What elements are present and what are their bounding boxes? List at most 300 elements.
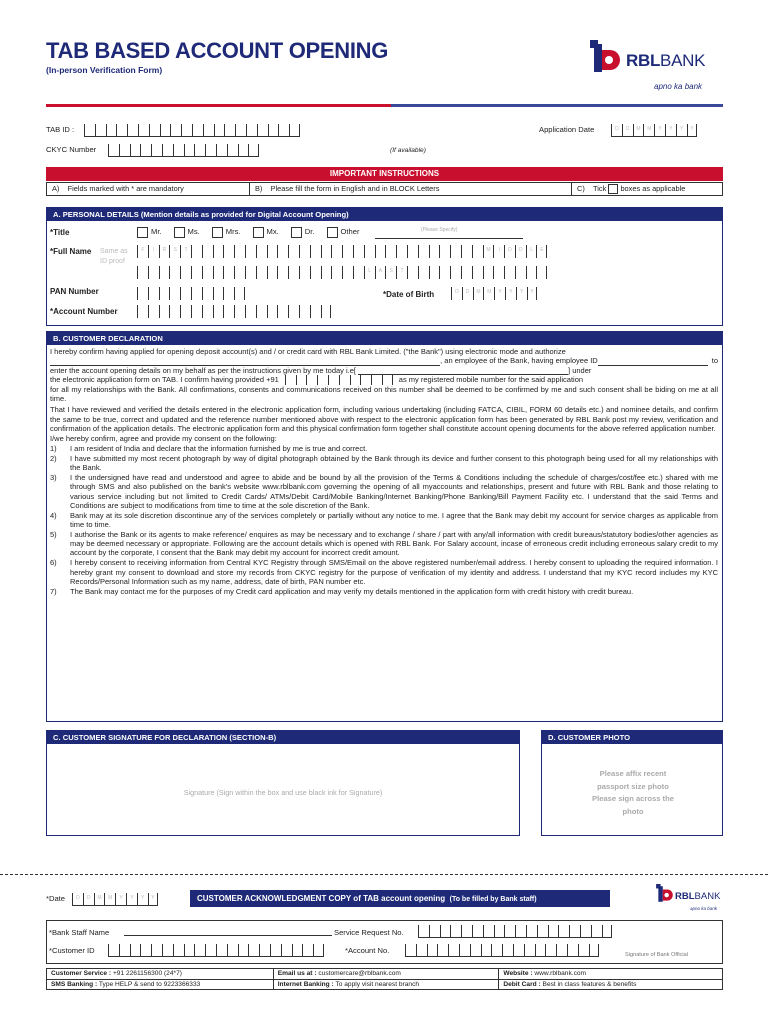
ack-logo-text: RBLBANK (675, 891, 721, 902)
char-cell (461, 925, 472, 938)
char-cell (277, 245, 288, 258)
char-cell (223, 245, 234, 258)
char-cell (299, 245, 310, 258)
char-cell (288, 305, 299, 318)
char-cell (140, 944, 151, 957)
char-cell (310, 266, 321, 279)
char-cell (437, 944, 448, 957)
char-cell (170, 124, 181, 137)
char-cell (151, 944, 162, 957)
char-cell (184, 944, 195, 957)
char-cell (364, 245, 375, 258)
sample-checkbox (608, 184, 618, 194)
ack-date-label: *Date (46, 894, 65, 903)
char-cell (278, 124, 289, 137)
declaration-item-text: I am resident of India and declare that the information furnished by me is true and correct. (70, 444, 368, 454)
title-option-mx[interactable] (253, 227, 279, 238)
title-checkbox[interactable] (137, 227, 148, 238)
char-cell (104, 893, 115, 906)
cell-placeholder: E (540, 247, 544, 253)
char-cell (270, 944, 281, 957)
employee-name-input[interactable] (50, 358, 440, 366)
char-cell (429, 245, 440, 258)
char-cell (159, 305, 170, 318)
char-cell (472, 925, 483, 938)
first-name-input[interactable] (137, 245, 547, 258)
application-date-input[interactable] (611, 124, 697, 137)
service-request-label: Service Request No. (334, 928, 404, 937)
staff-name-input[interactable] (124, 927, 332, 936)
declaration-item (50, 530, 718, 558)
char-cell (302, 944, 313, 957)
service-request-input[interactable] (418, 925, 612, 938)
title-option-label: Mr. (151, 227, 162, 237)
footer-key: Email us at : (277, 970, 317, 977)
rbl-logo-icon (590, 40, 622, 76)
char-cell (285, 375, 296, 385)
char-cell (159, 287, 170, 300)
char-cell (306, 375, 317, 385)
char-cell (527, 287, 538, 300)
instructions-header: IMPORTANT INSTRUCTIONS (46, 167, 723, 181)
char-cell (371, 375, 382, 385)
title-checkbox[interactable] (291, 227, 302, 238)
char-cell (148, 266, 159, 279)
char-cell (299, 305, 310, 318)
char-cell (439, 245, 450, 258)
char-cell (556, 944, 567, 957)
char-cell (418, 245, 429, 258)
footer-key: Website : (503, 970, 533, 977)
cell-placeholder: Y (151, 895, 155, 901)
char-cell (95, 124, 106, 137)
declaration-item-text: I authorise the Bank or its agents to make reference/ enquires as may be necessary and to exchange / share / part with any/all information with credit bureaus/statutory bodies/other agencies as may be deemed necessary or appropriate. Following are the account details which is opened with RBL Bank. For Salary account, incase of erroneous credit including erroneous salary credit to my account by the corporate, I consent that the Bank may debit my account for incorrect credit amount. (70, 529, 718, 558)
customer-id-label: *Customer ID (49, 946, 95, 955)
declaration-item (50, 454, 718, 473)
char-cell (494, 287, 505, 300)
cell-placeholder: S (173, 247, 177, 253)
char-cell (450, 245, 461, 258)
char-cell (339, 375, 350, 385)
char-cell (416, 944, 427, 957)
char-cell (234, 287, 245, 300)
declaration-item (50, 473, 718, 510)
char-cell (461, 245, 472, 258)
char-cell (429, 266, 440, 279)
footer-cell (47, 979, 274, 990)
title-checkbox[interactable] (212, 227, 223, 238)
tab-id-input[interactable] (84, 124, 300, 137)
char-cell (396, 266, 407, 279)
cell-placeholder: D (625, 126, 630, 132)
staff-name-label: *Bank Staff Name (49, 928, 110, 937)
char-cell (160, 124, 171, 137)
char-cell (591, 925, 602, 938)
cell-placeholder: M (108, 895, 113, 901)
char-cell (184, 144, 195, 157)
char-cell (643, 124, 654, 137)
footer-value: Type HELP & send to 9223366333 (97, 980, 201, 988)
title-options (137, 227, 360, 238)
char-cell (515, 266, 526, 279)
char-cell (238, 144, 249, 157)
char-cell (331, 266, 342, 279)
char-cell (342, 266, 353, 279)
char-cell (321, 245, 332, 258)
footer-key: Internet Banking : (277, 980, 334, 988)
char-cell (224, 124, 235, 137)
declaration-item (50, 444, 718, 453)
pan-label: PAN Number (50, 287, 99, 296)
char-cell (462, 287, 473, 300)
declaration-item-number: 7) (50, 586, 57, 596)
char-cell (526, 266, 537, 279)
char-cell (633, 124, 644, 137)
char-cell (213, 305, 224, 318)
cell-placeholder: T (184, 247, 188, 253)
cell-placeholder: D (465, 289, 470, 295)
signature-area[interactable]: Signature (Sign within the box and use black ink for Signature) (183, 788, 383, 797)
cell-placeholder: Y (520, 289, 524, 295)
char-cell (516, 287, 527, 300)
char-cell (405, 944, 416, 957)
char-cell (545, 944, 556, 957)
char-cell (191, 266, 202, 279)
char-cell (558, 925, 569, 938)
char-cell (169, 287, 180, 300)
ckyc-input[interactable] (108, 144, 259, 157)
char-cell (130, 144, 141, 157)
footer-key: Customer Service : (51, 970, 112, 977)
char-cell (310, 305, 321, 318)
char-cell (313, 944, 324, 957)
section-a-header: A. PERSONAL DETAILS (Mention details as provided for Digital Account Opening) (47, 208, 722, 221)
char-cell (277, 266, 288, 279)
char-cell (148, 893, 159, 906)
char-cell (331, 245, 342, 258)
declaration-item-number: 1) (50, 444, 57, 454)
section-d-header: D. CUSTOMER PHOTO (542, 731, 722, 744)
char-cell (202, 287, 213, 300)
footer-cell (273, 979, 499, 990)
header-divider-red (46, 104, 391, 107)
char-cell (246, 124, 257, 137)
char-cell (108, 144, 119, 157)
cell-placeholder: R (162, 247, 167, 253)
char-cell (245, 245, 256, 258)
section-c-header: C. CUSTOMER SIGNATURE FOR DECLARATION (SECTION-B) (47, 731, 519, 744)
ack-date-input[interactable] (72, 893, 158, 906)
title-checkbox[interactable] (327, 227, 338, 238)
header-divider-blue (391, 104, 723, 107)
char-cell (537, 925, 548, 938)
bank-official-signature-label: Signature of Bank Official (625, 952, 689, 958)
instruction-c: Tick boxes as applicable (593, 183, 686, 193)
char-cell (116, 124, 127, 137)
char-cell (536, 266, 547, 279)
footer-contact-table (46, 968, 723, 990)
instruction-b-marker: B) (255, 184, 263, 193)
char-cell (216, 944, 227, 957)
char-cell (227, 944, 238, 957)
char-cell (268, 124, 279, 137)
char-cell (288, 245, 299, 258)
title-label: *Title (50, 228, 70, 237)
char-cell (364, 266, 375, 279)
char-cell (396, 245, 407, 258)
full-name-hint: Same as ID proof (100, 248, 128, 265)
cell-placeholder: A (378, 268, 383, 274)
char-cell (515, 925, 526, 938)
char-cell (84, 124, 95, 137)
char-cell (611, 124, 622, 137)
account-number-input[interactable] (137, 305, 331, 318)
char-cell (580, 925, 591, 938)
char-cell (665, 124, 676, 137)
photo-area[interactable]: Please affix recent passport size photo Please sign across the photo (592, 769, 674, 816)
mobile-input[interactable] (285, 375, 393, 385)
cell-placeholder: Y (498, 289, 502, 295)
char-cell (83, 893, 94, 906)
char-cell (256, 305, 267, 318)
char-cell (148, 305, 159, 318)
declaration-item-text: I the undersigned have read and understood and agree to abide and be bound by all the provision of the Terms & Conditions including the schedule of charges/cost/fee etc.) shared with me through SMS and also published on the bank's website www.rblbank.com governing the opening of all myaccounts and relationships, present and future with RBL Bank and those relating to various service including but not limited to Credit Cards/ ATMs/Debit Card/Mobile Banking/Internet Banking/Phone Banking/Bill Payment Facility etc. I understand that the said Terms and Conditions are subject to modifications from time to time at the sole discretion of the Bank. (70, 473, 718, 510)
char-cell (654, 124, 665, 137)
last-name-input[interactable] (137, 266, 547, 279)
page-title: TAB BASED ACCOUNT OPENING (46, 38, 389, 63)
char-cell (180, 245, 191, 258)
char-cell (126, 893, 137, 906)
char-cell (569, 925, 580, 938)
char-cell (140, 144, 151, 157)
title-option-label: Ms. (187, 227, 200, 237)
ack-rbl-logo-icon (656, 884, 674, 904)
char-cell (427, 944, 438, 957)
account-no-input[interactable] (405, 944, 599, 957)
char-cell (213, 266, 224, 279)
pan-input[interactable] (137, 287, 245, 300)
cell-placeholder: Y (530, 289, 534, 295)
date-input[interactable] (358, 367, 568, 375)
char-cell (151, 144, 162, 157)
footer-value: www.rblbank.com (532, 970, 587, 977)
declaration-item-text: The Bank may contact me for the purposes of my Credit card application and may verify my details mentioned in the application form with credit history with credit bureau. (70, 586, 634, 596)
char-cell (483, 266, 494, 279)
char-cell (513, 944, 524, 957)
char-cell (292, 944, 303, 957)
char-cell (483, 287, 494, 300)
char-cell (248, 944, 259, 957)
char-cell (548, 925, 559, 938)
title-option-ms[interactable] (174, 227, 200, 238)
employee-id-input[interactable] (598, 358, 708, 366)
cell-placeholder: I (498, 247, 500, 253)
footer-cell (499, 979, 723, 990)
cell-placeholder: Y (690, 126, 694, 132)
declaration-item-number: 6) (50, 558, 57, 568)
char-cell (162, 144, 173, 157)
title-option-mrs[interactable] (212, 227, 241, 238)
char-cell (148, 287, 159, 300)
char-cell (321, 266, 332, 279)
footer-value: Best in class features & benefits (540, 980, 637, 988)
char-cell (504, 245, 515, 258)
declaration-line-3: enter the account opening details on my behalf as per the instructions given by me today i.e[ ] under (50, 365, 592, 375)
char-cell (191, 305, 202, 318)
char-cell (194, 944, 205, 957)
declaration-item-text: I hereby consent to receiving information from Central KYC Registry through SMS/Email on the above registered number/email address. I hereby consent to uploading the required information. I hereby grant my consent to download and store my records from CKYC registry for the purpose of verification of my identity and address. I understand that my KYC record includes my KYC Records/Personal Information such as my name, address, date of birth, PAN number etc. (70, 558, 718, 586)
declaration-item-text: Bank may at its sole discretion discontinue any of the services completely or partially without any notice to me. I agree that the Bank may debit my account for service charges as applicable from time to time. (70, 510, 718, 530)
cell-placeholder: D (508, 247, 512, 253)
char-cell (536, 245, 547, 258)
ack-tagline: apno ka bank (690, 906, 718, 911)
customer-id-input[interactable] (108, 944, 324, 957)
char-cell (202, 305, 213, 318)
char-cell (504, 266, 515, 279)
char-cell (137, 305, 148, 318)
char-cell (418, 925, 429, 938)
cell-placeholder: Y (509, 289, 513, 295)
char-cell (439, 266, 450, 279)
char-cell (213, 287, 224, 300)
declaration-list (50, 444, 718, 596)
char-cell (227, 144, 238, 157)
char-cell (526, 245, 537, 258)
char-cell (130, 944, 141, 957)
bank-tagline: apno ka bank (654, 82, 703, 91)
cell-placeholder: M (487, 289, 492, 295)
char-cell (473, 287, 484, 300)
char-cell (622, 124, 633, 137)
instructions-row (46, 182, 723, 196)
char-cell (180, 266, 191, 279)
char-cell (173, 144, 184, 157)
footer-key: Debit Card : (503, 980, 541, 988)
char-cell (407, 266, 418, 279)
char-cell (149, 124, 160, 137)
cell-placeholder: Y (119, 895, 123, 901)
char-cell (137, 245, 148, 258)
instruction-a-marker: A) (52, 184, 60, 193)
char-cell (493, 245, 504, 258)
title-option-label: Mrs. (225, 227, 241, 237)
title-option-dr[interactable] (291, 227, 315, 238)
cell-placeholder: Y (680, 126, 684, 132)
cell-placeholder: Y (141, 895, 145, 901)
char-cell (407, 245, 418, 258)
char-cell (515, 245, 526, 258)
footer-value: customercare@rblbank.com (316, 970, 401, 977)
char-cell (491, 944, 502, 957)
cell-placeholder: Y (658, 126, 662, 132)
char-cell (470, 944, 481, 957)
char-cell (567, 944, 578, 957)
footer-cell (273, 969, 499, 980)
char-cell (472, 266, 483, 279)
title-option-label: Other (340, 227, 360, 237)
section-d-frame (541, 730, 723, 836)
char-cell (115, 893, 126, 906)
char-cell (173, 944, 184, 957)
char-cell (245, 266, 256, 279)
char-cell (450, 266, 461, 279)
dob-input[interactable] (451, 287, 537, 300)
char-cell (481, 944, 492, 957)
cell-placeholder: Y (130, 895, 134, 901)
char-cell (342, 245, 353, 258)
declaration-body (50, 347, 718, 596)
bank-logo-text: RBLBANK (626, 51, 706, 70)
char-cell (137, 266, 148, 279)
declaration-line-4: the electronic application form on TAB. I confirm having provided +91 as my registered mobile number for the said application (50, 375, 584, 385)
char-cell (360, 375, 371, 385)
char-cell (162, 944, 173, 957)
char-cell (137, 287, 148, 300)
char-cell (238, 944, 249, 957)
char-cell (299, 266, 310, 279)
char-cell (535, 944, 546, 957)
char-cell (472, 245, 483, 258)
char-cell (205, 944, 216, 957)
char-cell (159, 266, 170, 279)
section-c-frame (46, 730, 520, 836)
title-checkbox[interactable] (253, 227, 264, 238)
title-option-other[interactable] (327, 227, 360, 238)
char-cell (214, 124, 225, 137)
char-cell (296, 375, 307, 385)
title-checkbox[interactable] (174, 227, 185, 238)
char-cell (180, 287, 191, 300)
char-cell (321, 305, 332, 318)
declaration-item-number: 3) (50, 473, 57, 483)
char-cell (127, 124, 138, 137)
declaration-paragraph-2: That I have reviewed and verified the details entered in the electronic application form, including various undertaking (including FATCA, CIBIL, FORM 60 details etc.) and nominee details, and confirm the same to be true, correct and updated and the reference number mentioned above with respect to the electronic application form has been generated by RBL Bank post my review, verification and confirmation of the application details. The electronic application form and this physical confirmation form together shall constitute account opening documents for the above referred application number. (50, 405, 718, 434)
footer-value: +91 2261156300 (24*7) (111, 970, 182, 977)
char-cell (119, 944, 130, 957)
declaration-item-text: I have submitted my most recent photograph by way of digital photograph obtained by the Bank through its device and further consent to this photograph being used for all my relationships with the Bank. (70, 453, 718, 473)
char-cell (106, 124, 117, 137)
char-cell (259, 944, 270, 957)
cell-placeholder: D (518, 247, 523, 253)
instruction-b: Please fill the form in English and in BLOCK Letters (270, 184, 440, 193)
char-cell (202, 245, 213, 258)
char-cell (169, 266, 180, 279)
cell-placeholder: D (76, 895, 80, 901)
cell-placeholder: D (455, 289, 459, 295)
title-option-mr[interactable] (137, 227, 162, 238)
footer-cell (47, 969, 274, 980)
cell-placeholder: T (400, 268, 404, 274)
cell-placeholder: M (636, 126, 641, 132)
title-option-label: Mx. (266, 227, 279, 237)
cell-placeholder: M (97, 895, 102, 901)
other-title-input[interactable]: (Please Specify) (375, 228, 523, 239)
char-cell (578, 944, 589, 957)
cut-line (0, 874, 768, 875)
char-cell (248, 144, 259, 157)
char-cell (504, 925, 515, 938)
char-cell (310, 245, 321, 258)
account-number-label: *Account Number (50, 307, 118, 316)
char-cell (451, 287, 462, 300)
char-cell (375, 245, 386, 258)
char-cell (281, 944, 292, 957)
char-cell (317, 375, 328, 385)
char-cell (459, 944, 470, 957)
char-cell (245, 305, 256, 318)
char-cell (483, 925, 494, 938)
char-cell (289, 124, 300, 137)
